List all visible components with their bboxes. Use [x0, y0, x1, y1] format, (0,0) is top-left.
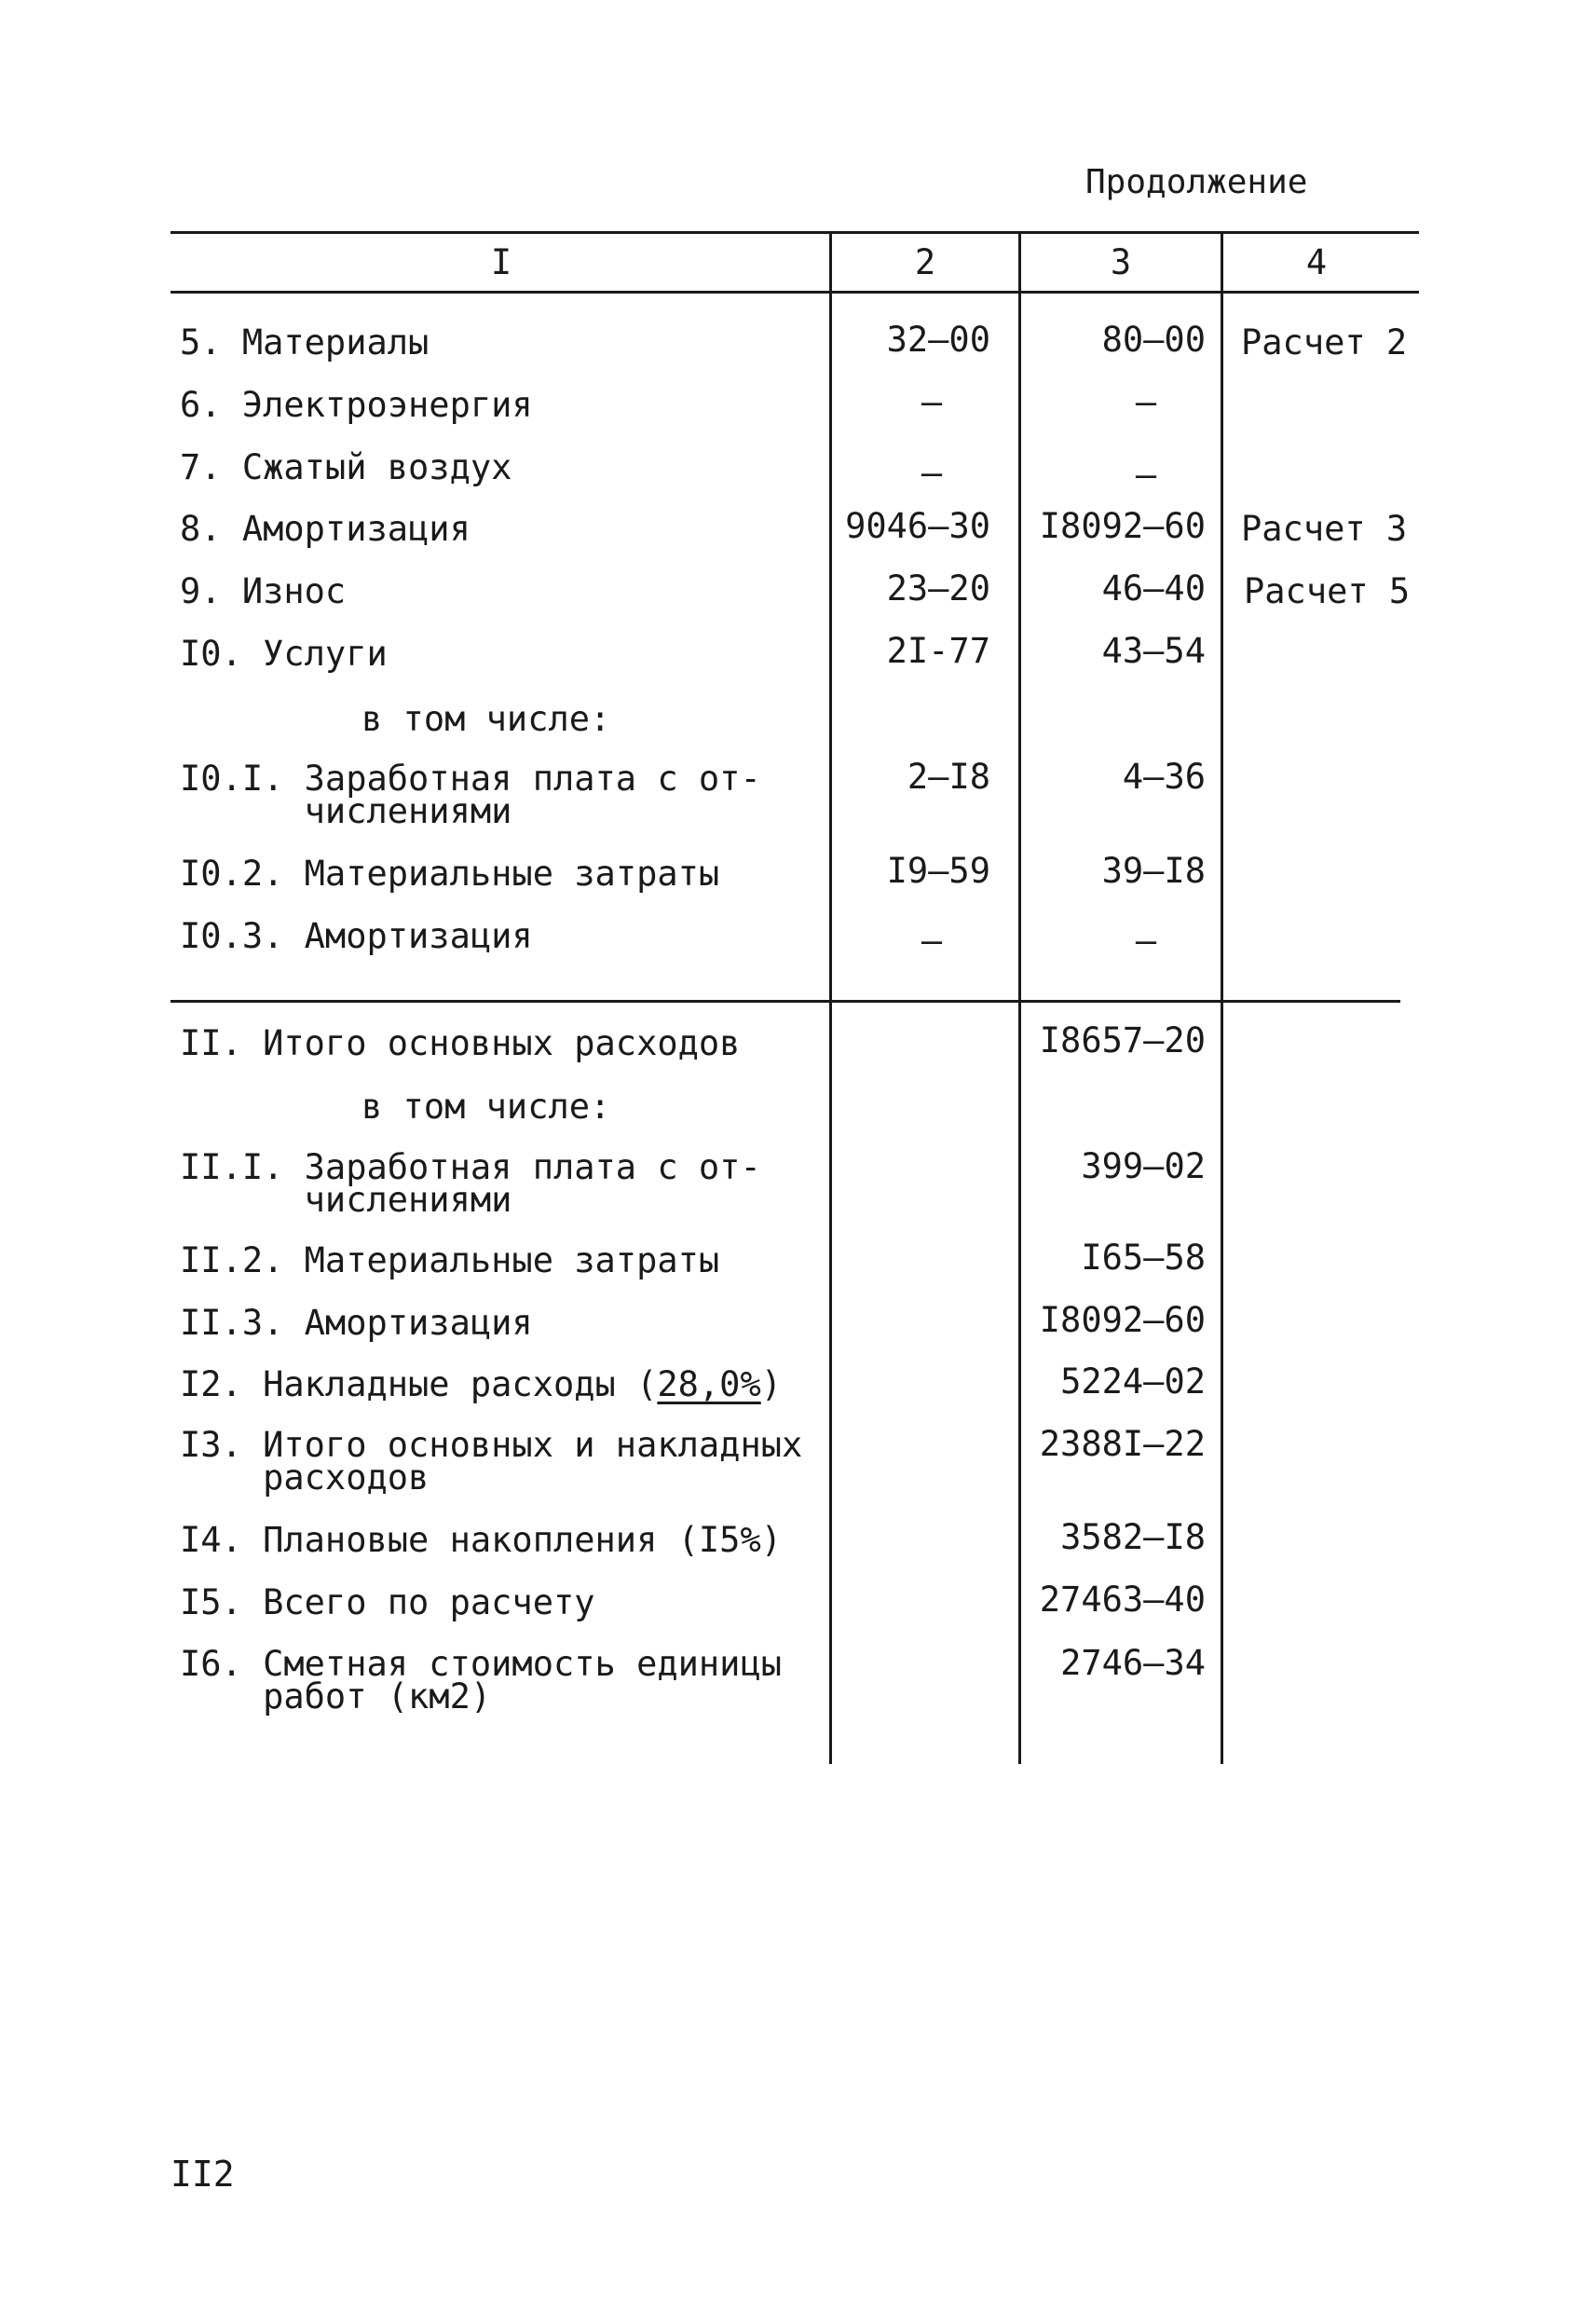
- row-value-col2: —: [921, 382, 943, 422]
- row-value-col2: 9046–30: [845, 506, 990, 546]
- row-value-col3: 46–40: [1101, 568, 1206, 609]
- row-label: I3. Итого основных и накладных расходов: [180, 1425, 803, 1498]
- row-label: 6. Электроэнергия: [180, 385, 533, 425]
- row-value-col3: 43–54: [1101, 631, 1206, 671]
- header-col-4: 4: [1305, 242, 1328, 282]
- row-value-col3: I8092–60: [1039, 1300, 1206, 1340]
- row-value-col3: I8657–20: [1039, 1020, 1206, 1060]
- column-divider-1: [829, 231, 832, 1764]
- row-value-col3: 2388I–22: [1039, 1424, 1206, 1464]
- row-note-col4: Расчет 3: [1241, 509, 1408, 549]
- row-value-col2: 23–20: [886, 568, 990, 609]
- overhead-rate: 28,0%: [657, 1364, 761, 1404]
- row-value-col3: I8092–60: [1039, 506, 1206, 546]
- row-value-col2: 2I-77: [886, 631, 990, 671]
- row-label: I0.3. Амортизация: [180, 916, 533, 956]
- row-label: 7. Сжатый воздух: [180, 447, 512, 487]
- continuation-label: Продолжение: [1085, 163, 1308, 201]
- table-header-rule: [171, 291, 1419, 294]
- row-value-col2: 32–00: [886, 320, 990, 360]
- row-label: I0.2. Материальные затраты: [180, 854, 720, 894]
- row-value-col2: 2–I8: [907, 757, 990, 797]
- row-value-col3: 4–36: [1122, 757, 1206, 797]
- row-label: [180, 1366, 782, 1403]
- row-value-col3: 399–02: [1081, 1146, 1206, 1186]
- row-value-col2: —: [921, 921, 943, 961]
- row-label: II. Итого основных расходов: [180, 1023, 741, 1063]
- row-value-col2: —: [921, 453, 943, 493]
- row-label: II.3. Амортизация: [180, 1303, 533, 1343]
- row-value-col3: —: [1135, 455, 1157, 495]
- page-number: II2: [171, 2154, 235, 2195]
- table-section-rule: [171, 1000, 1400, 1003]
- row-label: 5. Материалы: [180, 322, 430, 363]
- header-col-2: 2: [914, 242, 936, 282]
- row-label: I0.I. Заработная плата с от- числениями: [180, 759, 761, 831]
- row-label: в том числе:: [361, 1087, 611, 1127]
- row-value-col3: I65–58: [1081, 1238, 1206, 1278]
- row-value-col3: 27463–40: [1039, 1580, 1206, 1620]
- row-label: I6. Сметная стоимость единицы работ (км2): [180, 1644, 783, 1717]
- table-top-rule: [171, 231, 1419, 234]
- header-col-3: 3: [1110, 242, 1132, 282]
- row-label: II.2. Материальные затраты: [180, 1240, 720, 1280]
- row-value-col3: 39–I8: [1101, 851, 1206, 891]
- row-label: в том числе:: [361, 699, 611, 739]
- row-label: 8. Амортизация: [180, 509, 471, 549]
- row-label: I4. Плановые накопления (I5%): [180, 1520, 783, 1560]
- header-col-1: I: [490, 242, 512, 282]
- overhead-label-text: I2. Накладные расходы (: [180, 1364, 658, 1404]
- row-value-col3: 5224–02: [1060, 1361, 1206, 1402]
- row-label: I5. Всего по расчету: [180, 1582, 595, 1622]
- row-value-col3: 80–00: [1101, 320, 1206, 360]
- row-label: 9. Износ: [180, 571, 347, 611]
- row-value-col3: —: [1135, 382, 1157, 422]
- row-value-col3: —: [1135, 921, 1157, 961]
- row-value-col3: 2746–34: [1060, 1643, 1206, 1683]
- row-label: I0. Услуги: [180, 634, 388, 674]
- column-divider-3: [1221, 231, 1223, 1764]
- row-value-col2: I9–59: [886, 851, 990, 891]
- row-label: II.I. Заработная плата с от- числениями: [180, 1147, 761, 1220]
- row-value-col3: 3582–I8: [1060, 1517, 1206, 1557]
- row-note-col4: Расчет 2: [1241, 322, 1408, 363]
- overhead-label-close: ): [760, 1364, 783, 1404]
- row-note-col4: Расчет 5: [1244, 571, 1411, 611]
